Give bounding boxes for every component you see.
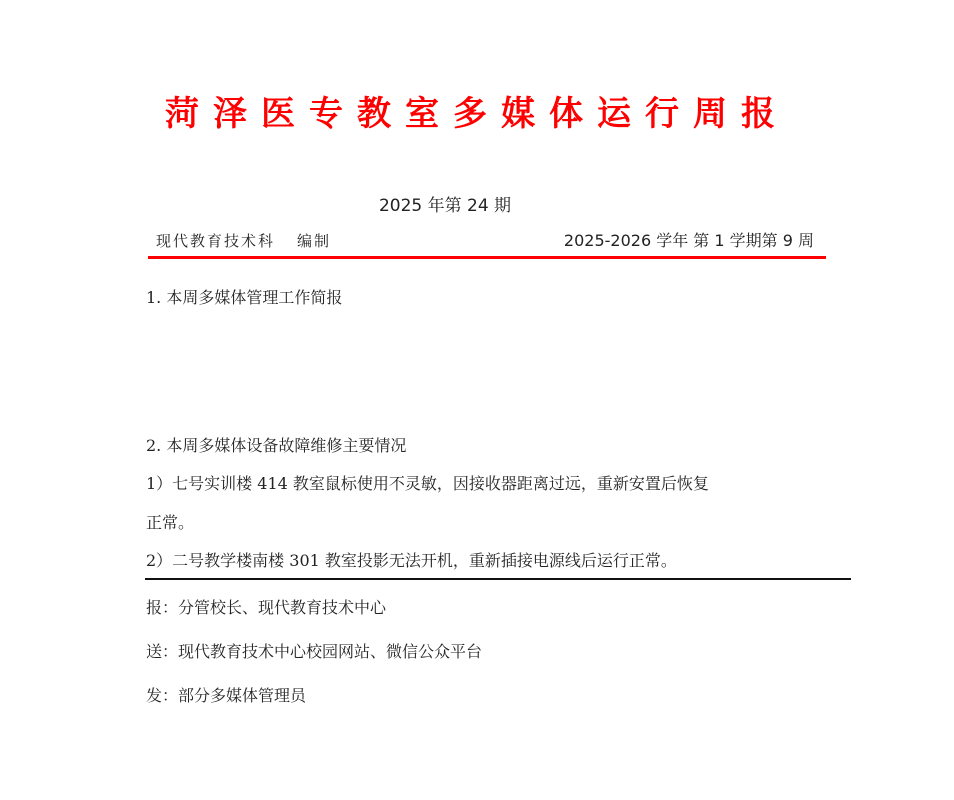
issue-number: 2025 年第 24 期 — [378, 196, 512, 216]
editor-line — [156, 230, 331, 252]
repair-item-1-line-1: 1）七号实训楼 414 教室鼠标使用不灵敏，因接收器距离过远，重新安置后恢复 — [146, 474, 709, 493]
academic-week: 2025-2026 学年 第 1 学期第 9 周 — [563, 231, 814, 250]
section1-heading: 1. 本周多媒体管理工作简报 — [146, 288, 343, 307]
edit-label: 编制 — [297, 232, 332, 250]
header-divider — [148, 256, 826, 259]
send-to: 送：现代教育技术中心校园网站、微信公众平台 — [146, 642, 483, 661]
report-title: 菏泽医专教室多媒体运行周报 — [165, 94, 789, 134]
footer-divider — [145, 578, 851, 580]
section2-heading: 2. 本周多媒体设备故障维修主要情况 — [146, 436, 407, 455]
report-to: 报：分管校长、现代教育技术中心 — [146, 598, 387, 617]
editor-department: 现代教育技术科 — [156, 232, 276, 250]
repair-item-1-line-2: 正常。 — [146, 513, 195, 532]
repair-item-2: 2）二号教学楼南楼 301 教室投影无法开机，重新插接电源线后运行正常。 — [146, 551, 677, 570]
issue-to: 发：部分多媒体管理员 — [146, 686, 307, 705]
